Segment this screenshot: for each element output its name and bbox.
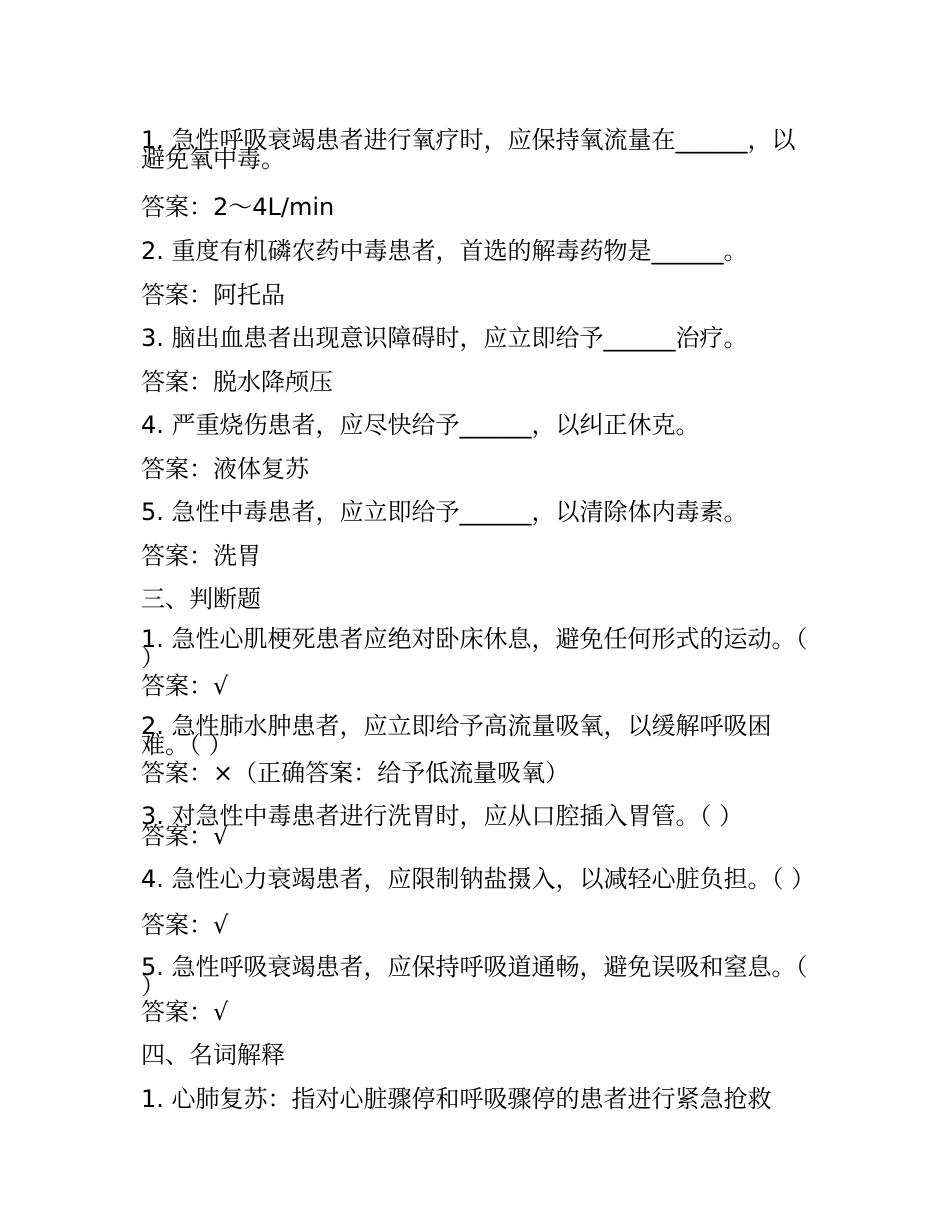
true-false-question-2: 2. 急性肺水肿患者，应立即给予高流量吸氧，以缓解呼吸困难。（ ） [141,712,772,759]
fill-blank-question-4: 4. 严重烧伤患者，应尽快给予______，以纠正休克。 [141,411,700,439]
true-false-answer-2: 答案：×（正确答案：给予低流量吸氧） [141,759,570,787]
true-false-answer-5: 答案：√ [141,998,229,1026]
true-false-question-5: 5. 急性呼吸衰竭患者，应保持呼吸道通畅，避免误吸和窒息。（ ） [141,953,808,1000]
fill-blank-question-5: 5. 急性中毒患者，应立即给予______，以清除体内毒素。 [141,498,748,526]
true-false-answer-1: 答案：√ [141,672,229,700]
term-definition-1: 1. 心肺复苏：指对心脏骤停和呼吸骤停的患者进行紧急抢救 [141,1085,772,1113]
fill-blank-answer-2: 答案：阿托品 [141,281,285,309]
true-false-question-4: 4. 急性心力衰竭患者，应限制钠盐摄入，以减轻心脏负担。（ ） [141,865,816,893]
fill-blank-answer-4: 答案：液体复苏 [141,455,309,483]
true-false-answer-4: 答案：√ [141,911,229,939]
true-false-answer-3: 答案：√ [141,822,229,850]
section-heading-true-false: 三、判断题 [141,585,261,613]
fill-blank-answer-1: 答案：2～4L/min [141,193,335,221]
true-false-question-1: 1. 急性心肌梗死患者应绝对卧床休息，避免任何形式的运动。（ ） [141,625,808,672]
fill-blank-question-2: 2. 重度有机磷农药中毒患者，首选的解毒药物是______。 [141,237,748,265]
fill-blank-answer-3: 答案：脱水降颅压 [141,368,333,396]
fill-blank-question-1: 1. 急性呼吸衰竭患者进行氧疗时，应保持氧流量在______，以避免氧中毒。 [141,126,796,173]
true-false-question-3: 3. 对急性中毒患者进行洗胃时，应从口腔插入胃管。（ ） [141,802,744,830]
fill-blank-question-3: 3. 脑出血患者出现意识障碍时，应立即给予______治疗。 [141,324,748,352]
section-heading-terms: 四、名词解释 [141,1041,285,1069]
fill-blank-answer-5: 答案：洗胃 [141,542,261,570]
